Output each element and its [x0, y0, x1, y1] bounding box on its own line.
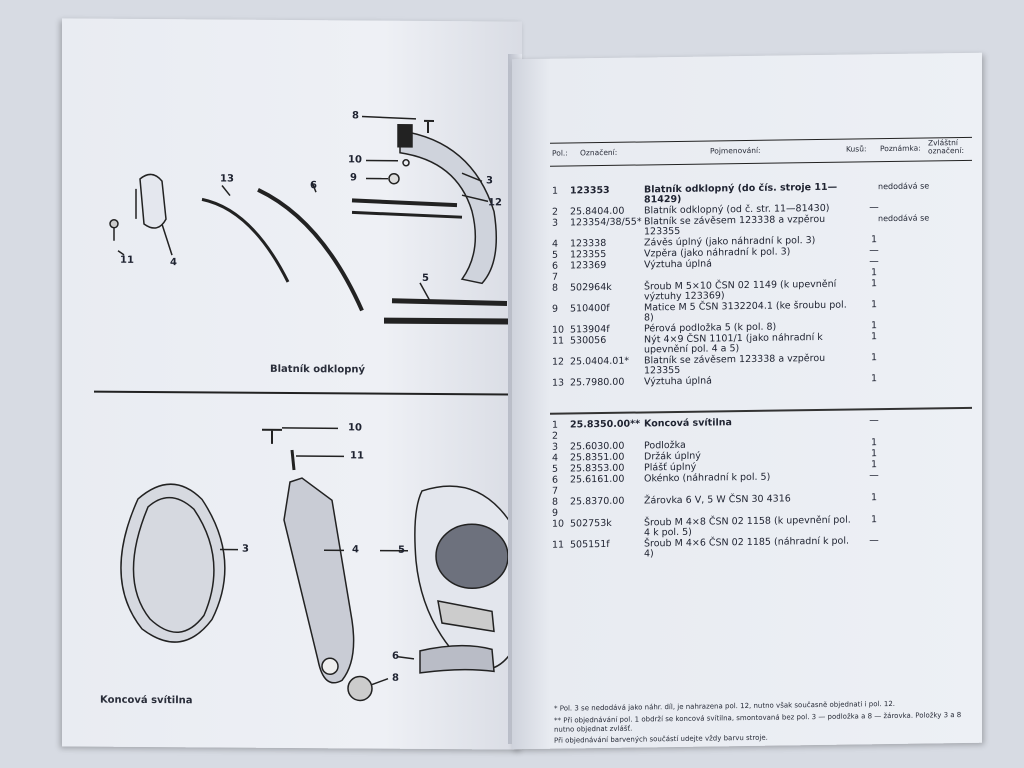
row-name: Okénko (náhradní k pol. 5): [644, 471, 771, 485]
row-pol: 1: [552, 419, 559, 431]
row-code: 25.6161.00: [570, 473, 625, 486]
callout-8b: 8: [392, 672, 399, 684]
row-note: [878, 415, 958, 416]
row-qty: 1: [870, 448, 878, 460]
row-note: [878, 299, 958, 300]
row-note: [878, 426, 958, 427]
row-name: Výztuha úplná: [644, 258, 712, 271]
row-name: Výztuha úplná: [644, 375, 712, 388]
row-code: 502753k: [570, 517, 612, 530]
row-note: [878, 503, 958, 504]
row-code: [570, 485, 644, 486]
row-code: 123338: [570, 237, 607, 250]
row-code: [570, 507, 644, 508]
row-code: 25.7980.00: [570, 376, 625, 389]
row-name: Koncová svítilna: [644, 417, 732, 430]
row-note: [878, 470, 958, 471]
header-poznamka: Poznámka:: [880, 143, 921, 154]
callout-8: 8: [352, 110, 359, 122]
table-row: [552, 437, 972, 453]
row-name: Nýt 4×9 ČSN 1101/1 (jako náhradní k upevnění pol. 4 a 5): [644, 331, 823, 356]
row-code: 123353: [570, 184, 610, 197]
row-code: 123369: [570, 259, 607, 272]
footnote-3: Při objednávání barvených součástí udejte vždy barvu stroje.: [554, 733, 768, 745]
row-note: nedodává se: [878, 181, 930, 192]
row-name: Plášť úplný: [644, 461, 697, 474]
row-code: 25.8370.00: [570, 495, 625, 508]
row-code: 25.8350.00**: [570, 418, 641, 431]
row-pol: 7: [552, 271, 559, 283]
row-qty: 1: [870, 320, 878, 332]
table-row: [552, 278, 972, 303]
callout-4: 4: [170, 257, 177, 269]
row-name: Vzpěra (jako náhradní k pol. 3): [644, 246, 791, 260]
row-qty: 1: [870, 437, 878, 449]
row-qty: 1: [870, 373, 878, 385]
row-pol: 5: [552, 463, 559, 475]
row-code: 25.8351.00: [570, 451, 625, 464]
row-name: Blatník se závěsem 123338 a vzpěrou 123355: [644, 213, 826, 238]
row-note: [878, 202, 958, 203]
row-code: 25.8404.00: [570, 205, 625, 218]
row-code: 123354/38/55*: [570, 216, 642, 229]
callout-10: 10: [348, 154, 362, 166]
row-name: Šroub M 4×8 ČSN 02 1158 (k upevnění pol. 4 k pol. 5): [644, 514, 851, 539]
left-page: [62, 18, 522, 749]
row-code: 510400f: [570, 302, 610, 315]
row-note: [878, 459, 958, 460]
row-pol: 10: [552, 518, 565, 530]
row-note: [878, 278, 958, 279]
row-pol: 4: [552, 238, 559, 250]
row-code: 123355: [570, 248, 607, 261]
header-kusu: Kusů:: [846, 144, 867, 154]
row-note: [878, 352, 958, 353]
row-pol: 2: [552, 430, 559, 442]
callout-3b: 3: [242, 543, 249, 555]
row-pol: 5: [552, 249, 559, 261]
row-name: Matice M 5 ČSN 3132204.1 (ke šroubu pol. 8): [644, 299, 847, 324]
row-note: [878, 514, 958, 515]
row-pol: 11: [552, 539, 565, 551]
callout-4b: 4: [352, 544, 359, 556]
callout-9: 9: [350, 172, 357, 184]
row-name: Žárovka 6 V, 5 W ČSN 30 4316: [644, 493, 791, 507]
row-note: [878, 492, 958, 493]
row-name: Blatník odklopný (od č. str. 11—81430): [644, 202, 830, 217]
header-pojmenovani: Pojmenování:: [710, 145, 761, 156]
row-qty: —: [869, 415, 879, 427]
row-pol: 10: [552, 324, 565, 336]
footnote-2: ** Při objednávání pol. 1 obdrží se koncová svítilna, smontovaná bez pol. 3 — podložka a 8 — žárovka. Položky 3 a 8 nutno objednat zvlášť.: [554, 711, 962, 734]
callout-5: 5: [422, 272, 429, 284]
row-qty: —: [869, 470, 879, 482]
row-qty: 1: [870, 278, 878, 290]
row-note: nedodává se: [878, 213, 930, 224]
row-qty: 1: [870, 514, 878, 526]
callout-12: 12: [488, 197, 502, 209]
table-row: [552, 415, 972, 431]
row-note: [878, 437, 958, 438]
row-qty: —: [869, 202, 879, 214]
row-name: Blatník se závěsem 123338 a vzpěrou 123355: [644, 352, 826, 377]
right-page: [512, 53, 982, 750]
callout-6b: 6: [392, 650, 399, 662]
row-note: [878, 331, 958, 332]
table-row: [552, 181, 972, 206]
row-pol: 9: [552, 303, 559, 315]
row-pol: 2: [552, 206, 559, 218]
row-code: 505151f: [570, 538, 610, 551]
row-code: 25.0404.01*: [570, 355, 630, 368]
row-qty: 1: [870, 492, 878, 504]
section-rule: [550, 407, 972, 414]
callout-6: 6: [310, 180, 317, 192]
header-oznaceni: Označení:: [580, 147, 618, 158]
row-qty: 1: [870, 299, 878, 311]
callout-11: 11: [120, 254, 134, 266]
callout-13: 13: [220, 173, 234, 185]
taillight-caption: Koncová svítilna: [100, 694, 193, 707]
row-pol: 7: [552, 485, 559, 497]
row-name: Blatník odklopný (do čís. stroje 11—81429): [644, 181, 838, 206]
row-note: [878, 320, 958, 321]
row-qty: —: [869, 245, 879, 257]
row-qty: —: [869, 535, 879, 547]
row-pol: 1: [552, 185, 559, 197]
row-note: [878, 256, 958, 257]
row-name: Šroub M 4×6 ČSN 02 1185 (náhradní k pol. 4): [644, 535, 850, 560]
row-note: [878, 267, 958, 268]
row-code: [570, 271, 644, 272]
row-qty: 1: [870, 352, 878, 364]
callout-10b: 10: [348, 422, 362, 434]
row-qty: 1: [870, 234, 878, 246]
open-book: [62, 20, 984, 748]
row-name: Závěs úplný (jako náhradní k pol. 3): [644, 235, 816, 249]
parts-illustration: [62, 18, 522, 749]
row-qty: —: [869, 256, 879, 268]
callout-11b: 11: [350, 450, 364, 462]
row-pol: 12: [552, 356, 565, 368]
row-name: Podložka: [644, 439, 686, 452]
row-pol: 4: [552, 452, 559, 464]
table-header: [550, 137, 972, 167]
row-note: [878, 448, 958, 449]
row-code: 502964k: [570, 281, 612, 294]
row-note: [878, 234, 958, 235]
row-code: [570, 430, 644, 431]
row-note: [878, 245, 958, 246]
row-name: Šroub M 5×10 ČSN 02 1149 (k upevnění výztuhy 123369): [644, 278, 837, 303]
row-pol: 6: [552, 260, 559, 272]
header-pol: Pol.:: [552, 148, 568, 158]
row-qty: 1: [870, 267, 878, 279]
row-qty: 1: [870, 331, 878, 343]
callout-3: 3: [486, 175, 493, 187]
row-pol: 3: [552, 441, 559, 453]
row-pol: 8: [552, 282, 559, 294]
row-pol: 9: [552, 507, 559, 519]
callout-5b: 5: [398, 544, 405, 556]
fender-caption: Blatník odklopný: [270, 363, 366, 376]
table-row: [552, 492, 972, 508]
footnote-1: * Pol. 3 se nedodává jako náhr. díl, je nahrazena pol. 12, nutno však současně objednati i pol. 12.: [554, 699, 896, 713]
row-qty: 1: [870, 459, 878, 471]
row-code: 530056: [570, 334, 607, 347]
row-pol: 13: [552, 377, 565, 389]
row-pol: 3: [552, 217, 559, 229]
row-pol: 8: [552, 496, 559, 508]
row-name: Pérová podložka 5 (k pol. 8): [644, 321, 777, 335]
row-note: [878, 373, 958, 374]
row-pol: 11: [552, 335, 565, 347]
row-name: Držák úplný: [644, 450, 701, 463]
row-code: 513904f: [570, 323, 610, 336]
row-code: 25.6030.00: [570, 440, 625, 453]
row-note: [878, 481, 958, 482]
row-note: [878, 535, 958, 536]
row-code: 25.8353.00: [570, 462, 625, 475]
header-zvlastni: Zvláštní označení:: [928, 138, 964, 156]
table-row: [552, 514, 972, 539]
row-pol: 6: [552, 474, 559, 486]
